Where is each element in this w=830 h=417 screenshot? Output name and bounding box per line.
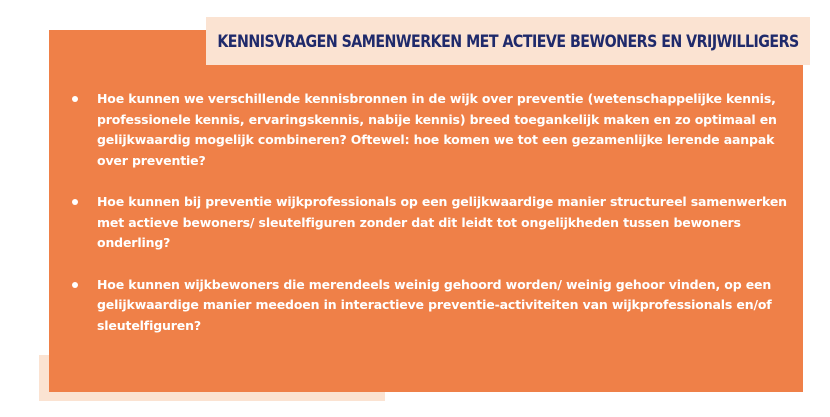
list-item (97, 275, 787, 337)
question-text: Hoe kunnen bij preventie wijkprofessionals op een gelijkwaardige manier structureel samenwerken met actieve bewoners/ sleutelfiguren zonder dat dit leidt tot ongelijkheden tussen bewoners onderling? (97, 194, 787, 250)
title-banner (206, 17, 810, 65)
page-title: KENNISVRAGEN SAMENWERKEN MET ACTIEVE BEWONERS EN VRIJWILLIGERS (217, 31, 799, 51)
question-list (97, 89, 787, 336)
question-text: Hoe kunnen we verschillende kennisbronnen in de wijk over preventie (wetenschappelijke kennis, professionele kennis, ervaringskennis, nabije kennis) breed toegankelijk maken en zo optimaal en gelijkwaardig mogelijk combineren? Oftewel: hoe komen we tot een gezamenlijke lerende aanpak over preventie? (97, 91, 777, 168)
bullet-icon (72, 282, 78, 288)
bullet-icon (72, 199, 78, 205)
bullet-icon (72, 96, 78, 102)
list-item (97, 89, 787, 171)
list-item (97, 192, 787, 254)
question-text: Hoe kunnen wijkbewoners die merendeels weinig gehoord worden/ weinig gehoor vinden, op een gelijkwaardige manier meedoen in interactieve preventie-activiteiten van wijkprofessionals en/of sleutelfiguren? (97, 276, 772, 333)
